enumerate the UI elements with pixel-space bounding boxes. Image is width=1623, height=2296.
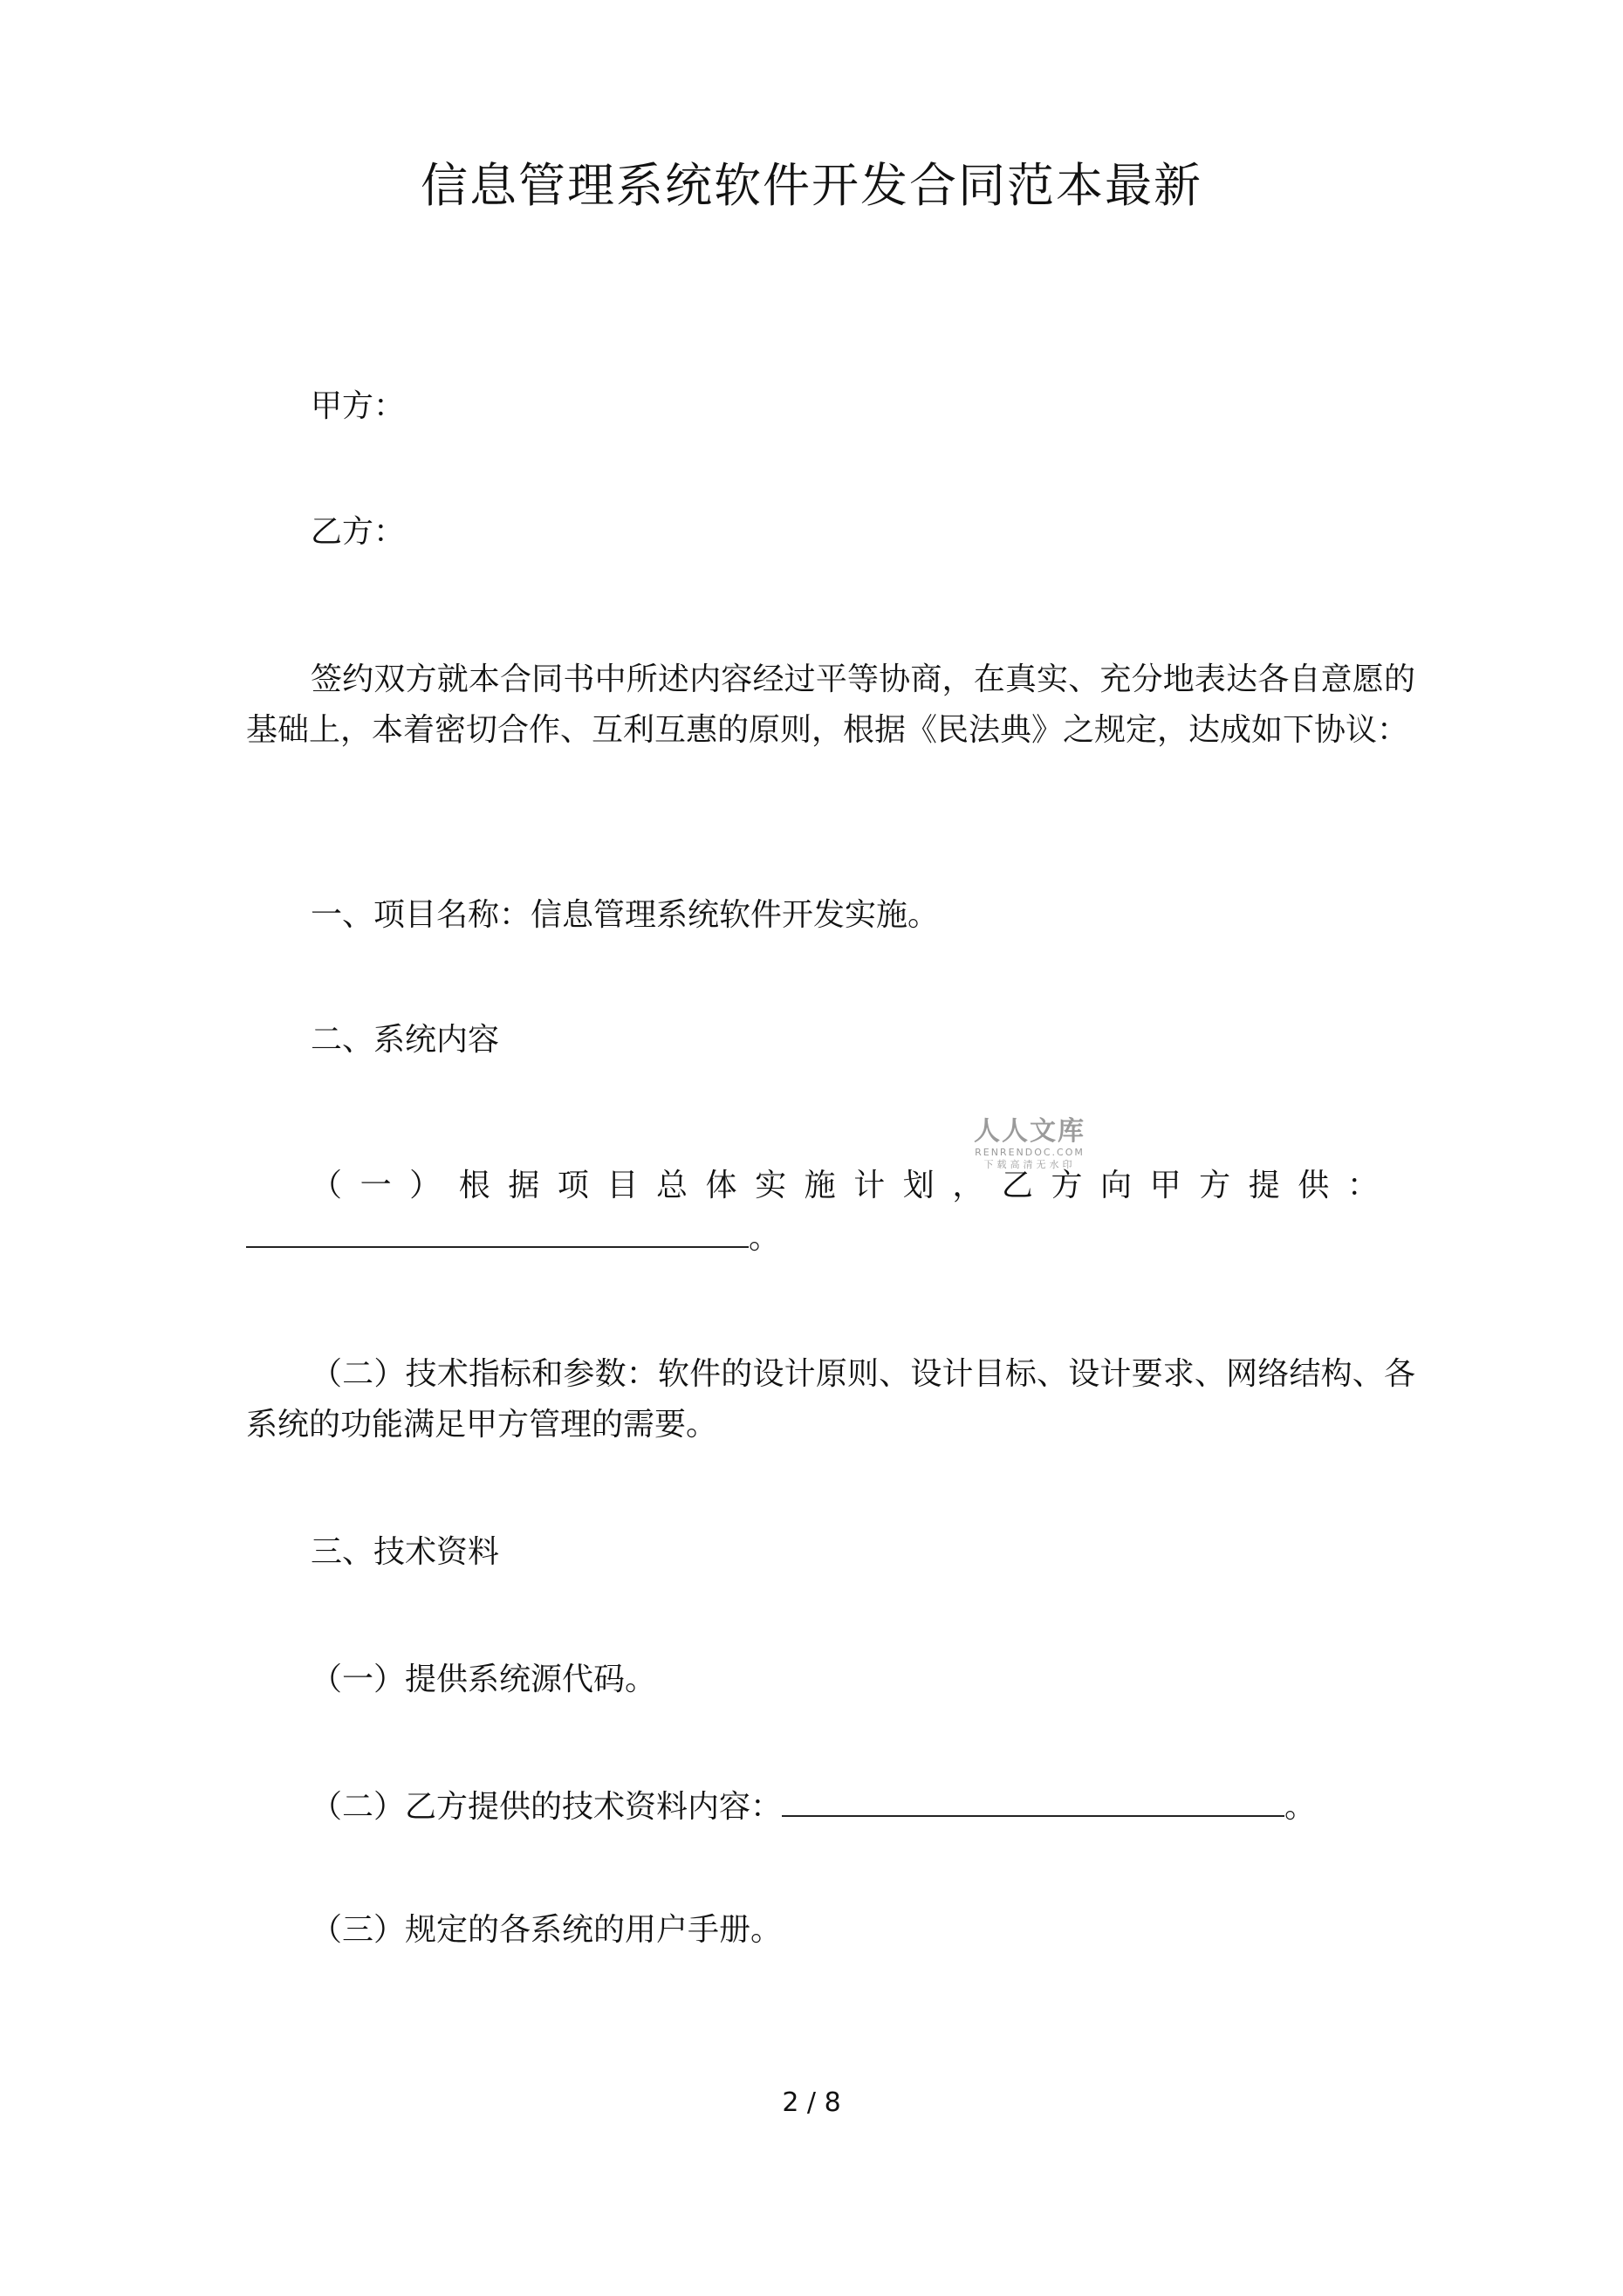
justified-char: ， <box>952 1168 984 1203</box>
watermark-logo <box>969 1117 1091 1170</box>
justified-char: 供 <box>1298 1168 1330 1203</box>
fill-in-blank[interactable] <box>246 1211 749 1248</box>
justified-char: 甲 <box>1149 1168 1181 1203</box>
section-3-item-2-label: （二）乙方提供的技术资料内容： <box>311 1789 783 1825</box>
section-3-heading: 三、技术资料 <box>311 1534 500 1570</box>
justified-char: 根 <box>458 1168 490 1203</box>
section-2-item-1-blank-line <box>246 1211 780 1264</box>
section-3-item-2 <box>311 1780 1316 1833</box>
fill-in-blank[interactable] <box>782 1780 1284 1817</box>
justified-char: 目 <box>606 1168 639 1203</box>
justified-char: 计 <box>853 1168 886 1203</box>
watermark-domain: RENRENDOC.COM <box>975 1147 1085 1158</box>
justified-char: （ <box>311 1168 343 1203</box>
sentence-end: 。 <box>1284 1789 1317 1825</box>
justified-char: 划 <box>902 1168 935 1203</box>
justified-char: 体 <box>705 1168 737 1203</box>
justified-char: 提 <box>1248 1168 1280 1203</box>
section-1-project-name: 一、项目名称：信息管理系统软件开发实施。 <box>311 897 940 933</box>
justified-char: 一 <box>360 1168 392 1203</box>
sentence-end: 。 <box>749 1220 781 1256</box>
justified-char: 项 <box>557 1168 589 1203</box>
justified-char: ） <box>409 1168 442 1203</box>
justified-char: 据 <box>508 1168 540 1203</box>
justified-char: 施 <box>804 1168 836 1203</box>
justified-char: ： <box>1346 1168 1379 1203</box>
section-3-item-3: （三）规定的各系统的用户手册。 <box>311 1912 783 1948</box>
section-2-heading: 二、系统内容 <box>311 1022 500 1058</box>
watermark-tagline: 下载高清无水印 <box>983 1159 1076 1170</box>
section-2-item-1-line <box>311 1161 1379 1211</box>
justified-char: 实 <box>755 1168 787 1203</box>
party-b-label: 乙方： <box>311 514 406 550</box>
justified-char: 乙 <box>1001 1168 1033 1203</box>
justified-char: 向 <box>1100 1168 1133 1203</box>
page-number: 2 / 8 <box>782 2087 841 2118</box>
document-title: 信息管理系统软件开发合同范本最新 <box>421 158 1202 213</box>
justified-char: 方 <box>1051 1168 1083 1203</box>
party-a-label: 甲方： <box>311 388 406 424</box>
section-2-item-2: （二）技术指标和参数：软件的设计原则、设计目标、设计要求、网络结构、各系统的功能满足甲方管理的需要。 <box>246 1356 1415 1443</box>
justified-char: 总 <box>655 1168 688 1203</box>
justified-char: 方 <box>1199 1168 1231 1203</box>
watermark-main-text: 人人文库 <box>974 1116 1085 1147</box>
section-3-item-1: （一）提供系统源代码。 <box>311 1662 657 1697</box>
intro-paragraph: 签约双方就本合同书中所述内容经过平等协商，在真实、充分地表达各自意愿的基础上，本着密切合作、互利互惠的原则，根据《民法典》之规定，达成如下协议： <box>246 661 1415 748</box>
